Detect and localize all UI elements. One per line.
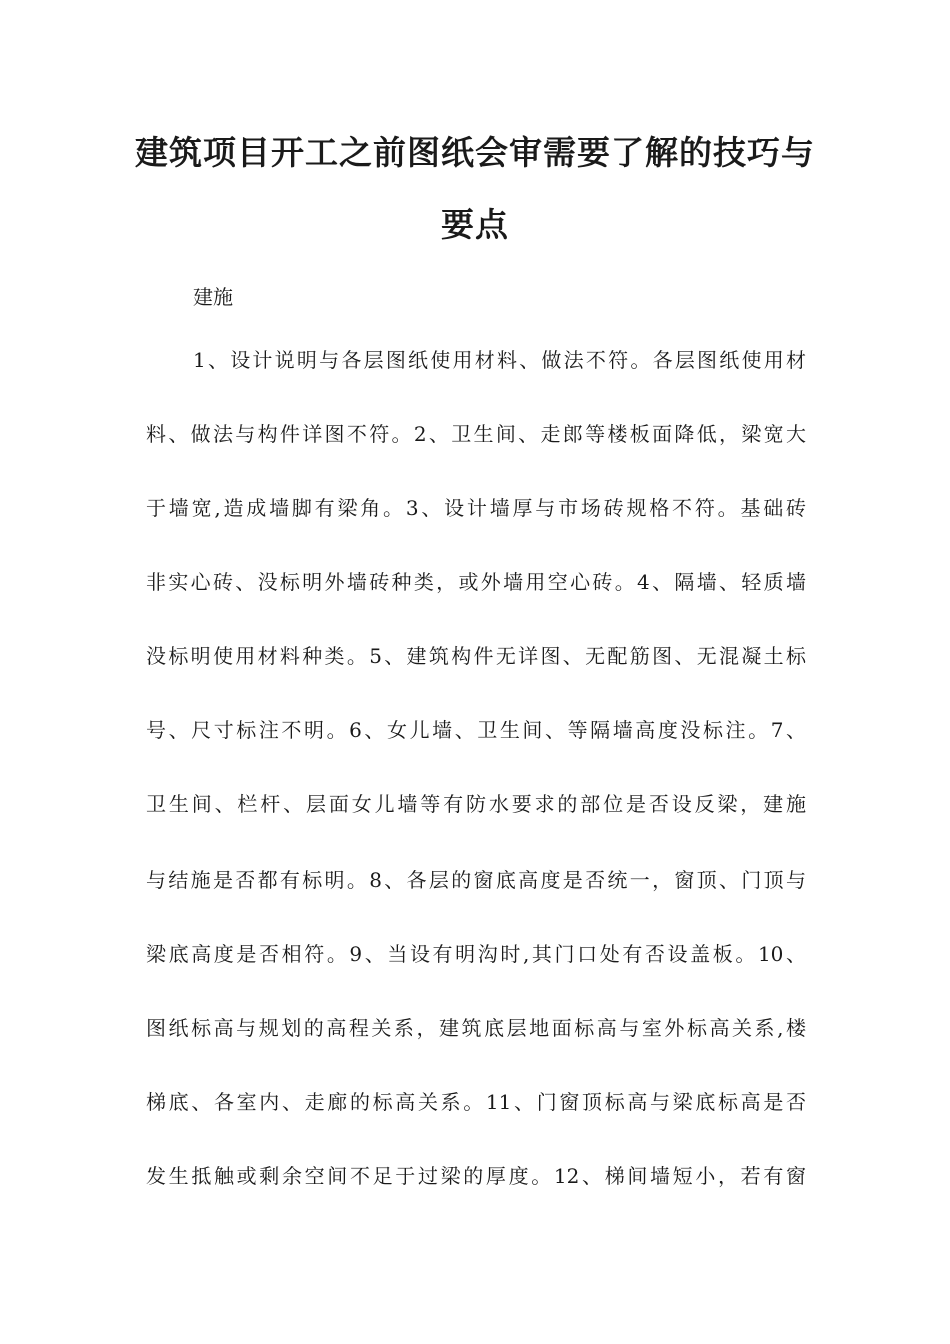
body-text-line: 梯底、各室内、走廊的标高关系。11、门窗顶标高与梁底标高是否	[146, 1090, 806, 1114]
document-title-line-2: 要点	[441, 205, 509, 244]
section-heading: 建施	[193, 285, 233, 309]
body-text-line: 图纸标高与规划的高程关系，建筑底层地面标高与室外标高关系,楼	[146, 1016, 806, 1040]
document-title-line-1: 建筑项目开工之前图纸会审需要了解的技巧与	[135, 133, 815, 172]
body-text-line: 1、设计说明与各层图纸使用材料、做法不符。各层图纸使用材	[193, 348, 806, 372]
body-text-line: 于墙宽,造成墙脚有梁角。3、设计墙厚与市场砖规格不符。基础砖	[146, 496, 806, 520]
body-text-line: 非实心砖、没标明外墙砖种类，或外墙用空心砖。4、隔墙、轻质墙	[146, 570, 806, 594]
body-text-line: 梁底高度是否相符。9、当设有明沟时,其门口处有否设盖板。10、	[146, 942, 806, 966]
body-text-line: 发生抵触或剩余空间不足于过梁的厚度。12、梯间墙短小，若有窗	[146, 1164, 806, 1188]
body-text-line: 号、尺寸标注不明。6、女儿墙、卫生间、等隔墙高度没标注。7、	[146, 718, 806, 742]
body-text-line: 料、做法与构件详图不符。2、卫生间、走郎等楼板面降低，梁宽大	[146, 422, 806, 446]
body-text-line: 与结施是否都有标明。8、各层的窗底高度是否统一，窗顶、门顶与	[146, 868, 806, 892]
body-text-line: 卫生间、栏杆、层面女儿墙等有防水要求的部位是否设反梁，建施	[146, 792, 806, 816]
body-text-line: 没标明使用材料种类。5、建筑构件无详图、无配筋图、无混凝土标	[146, 644, 806, 668]
